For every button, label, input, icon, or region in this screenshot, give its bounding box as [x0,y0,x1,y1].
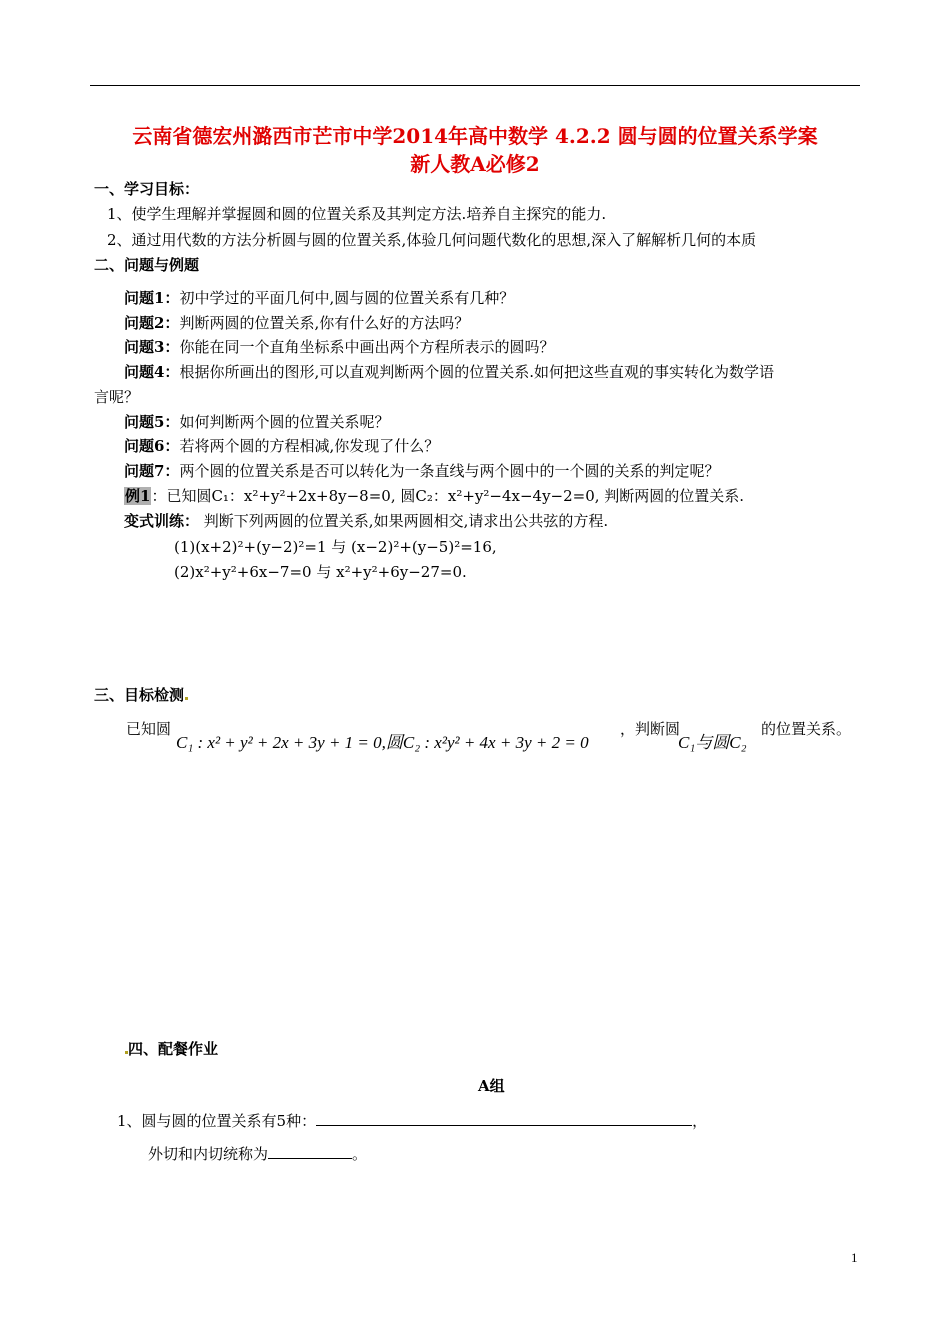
example-text: ：已知圆C₁：x²+y²+2x+8y−8=0, 圆C₂：x²+y²−4x−4y−2=0, 判断两圆的位置关系. [151,487,745,505]
target-check-prefix: 已知圆 [126,720,172,738]
homework-q1-end: ， [692,1112,708,1130]
variant-item-1: (1)(x+2)²+(y−2)²=1 与 (x−2)²+(y−5)²=16, [174,538,497,556]
question-5 [124,411,389,432]
question-label: 问题3： [124,338,180,356]
target-check-formula: C₁ : x² + y² + 2x + 3y + 1 = 0,圆C₂ : x²y² + 4x + 3y + 2 = 0 [176,733,589,752]
target-check-mid: ，判断圆 [620,720,681,738]
homework-q1-line2 [148,1143,367,1164]
page-number: 1 [851,1250,858,1265]
question-7 [124,460,719,481]
section4-heading [124,1038,218,1059]
marker-dot [185,697,188,700]
question-label: 问题2： [124,314,180,332]
question-text: 如何判断两个圆的位置关系呢？ [179,413,390,431]
answer-blank-1[interactable] [316,1111,692,1126]
question-label: 问题7： [124,462,180,480]
question-label: 问题5： [124,413,180,431]
variant-text: 判断下列两圆的位置关系,如果两圆相交,请求出公共弦的方程. [203,512,609,530]
target-check-suffix: 的位置关系。 [761,720,852,738]
question-text: 根据你所画出的图形,可以直观判断两个圆的位置关系.如何把这些直观的事实转化为数学语 [179,363,774,381]
objective-2: 2、通过用代数的方法分析圆与圆的位置关系,体验几何问题代数化的思想,深入了解解析几何的本质 [107,231,757,249]
page-title: 云南省德宏州潞西市芒市中学2014年高中数学 4.2.2 圆与圆的位置关系学案 [132,124,818,148]
variant-training [124,510,608,531]
section2-heading: 二、问题与例题 [94,256,200,274]
variant-label: 变式训练： [124,512,200,530]
example-1 [124,485,744,506]
question-text: 两个圆的位置关系是否可以转化为一条直线与两个圆中的一个圆的关系的判定呢？ [179,462,720,480]
section3-heading [94,684,188,705]
question-label: 问题1： [124,289,180,307]
question-3 [124,336,554,357]
question-text: 若将两个圆的方程相减,你发现了什么？ [179,437,440,455]
section4-heading-text: 四、配餐作业 [128,1040,219,1058]
question-label: 问题4： [124,363,180,381]
homework-q1-line2-end: 。 [352,1145,368,1163]
example-label: 例1 [125,487,151,505]
homework-q1-text: 1、圆与圆的位置关系有5种： [117,1112,317,1130]
question-text: 判断两圆的位置关系,你有什么好的方法吗？ [179,314,470,332]
question-text: 你能在同一个直角坐标系中画出两个方程所表示的圆吗？ [179,338,555,356]
question-label: 问题6： [124,437,180,455]
question-4 [124,361,774,382]
section3-heading-text: 三、目标检测 [94,686,185,704]
question-text: 初中学过的平面几何中,圆与圆的位置关系有几种？ [179,289,515,307]
page-subtitle: 新人教A必修2 [410,152,540,176]
variant-item-2: (2)x²+y²+6x−7=0 与 x²+y²+6y−27=0. [174,563,467,581]
section1-heading: 一、学习目标： [94,180,200,198]
question-2 [124,312,469,333]
answer-blank-2[interactable] [268,1144,352,1159]
group-a-heading: A组 [478,1077,505,1095]
header-rule [90,85,860,86]
question-6 [124,435,439,456]
homework-q1-line2-text: 外切和内切统称为 [148,1145,269,1163]
homework-q1 [117,1110,707,1131]
target-check-formula-2: C₁与圆C₂ [678,733,747,752]
objective-1: 1、使学生理解并掌握圆和圆的位置关系及其判定方法.培养自主探究的能力. [107,205,607,223]
question-1 [124,287,514,308]
question-4-continued: 言呢？ [94,388,140,406]
